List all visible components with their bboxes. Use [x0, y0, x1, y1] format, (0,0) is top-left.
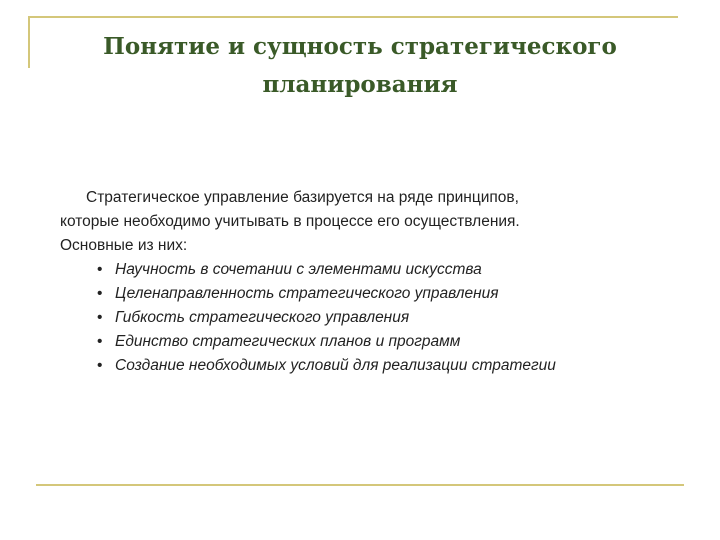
- slide-title-line-2: планирования: [262, 71, 458, 98]
- slide-body: [60, 186, 700, 378]
- bullet-mark: •: [97, 333, 103, 350]
- frame-top-line: [28, 16, 678, 18]
- intro-line-3: Основные из них:: [60, 237, 188, 254]
- list-item: [97, 354, 700, 378]
- bullet-mark: •: [97, 261, 103, 278]
- list-item: [97, 258, 700, 282]
- frame-bottom-line: [36, 484, 684, 486]
- list-item: [97, 282, 700, 306]
- bullet-mark: •: [97, 309, 103, 326]
- bullet-mark: •: [97, 285, 103, 302]
- intro-line-1: Стратегическое управление базируется на ряде принципов,: [86, 189, 519, 206]
- frame-left-line: [28, 16, 30, 68]
- slide-title: [40, 28, 680, 104]
- list-item: [97, 306, 700, 330]
- bullet-mark: •: [97, 357, 103, 374]
- list-item-text: Научность в сочетании с элементами искусства: [115, 261, 482, 278]
- list-item-text: Единство стратегических планов и программ: [115, 333, 461, 350]
- list-item-text: Целенаправленность стратегического управления: [115, 285, 499, 302]
- list-item: [97, 330, 700, 354]
- list-item-text: Создание необходимых условий для реализации стратегии: [115, 357, 556, 374]
- slide-title-line-1: Понятие и сущность стратегического: [103, 33, 617, 60]
- list-item-text: Гибкость стратегического управления: [115, 309, 410, 326]
- principles-list: [60, 258, 700, 378]
- intro-line-2: которые необходимо учитывать в процессе его осуществления.: [60, 213, 520, 230]
